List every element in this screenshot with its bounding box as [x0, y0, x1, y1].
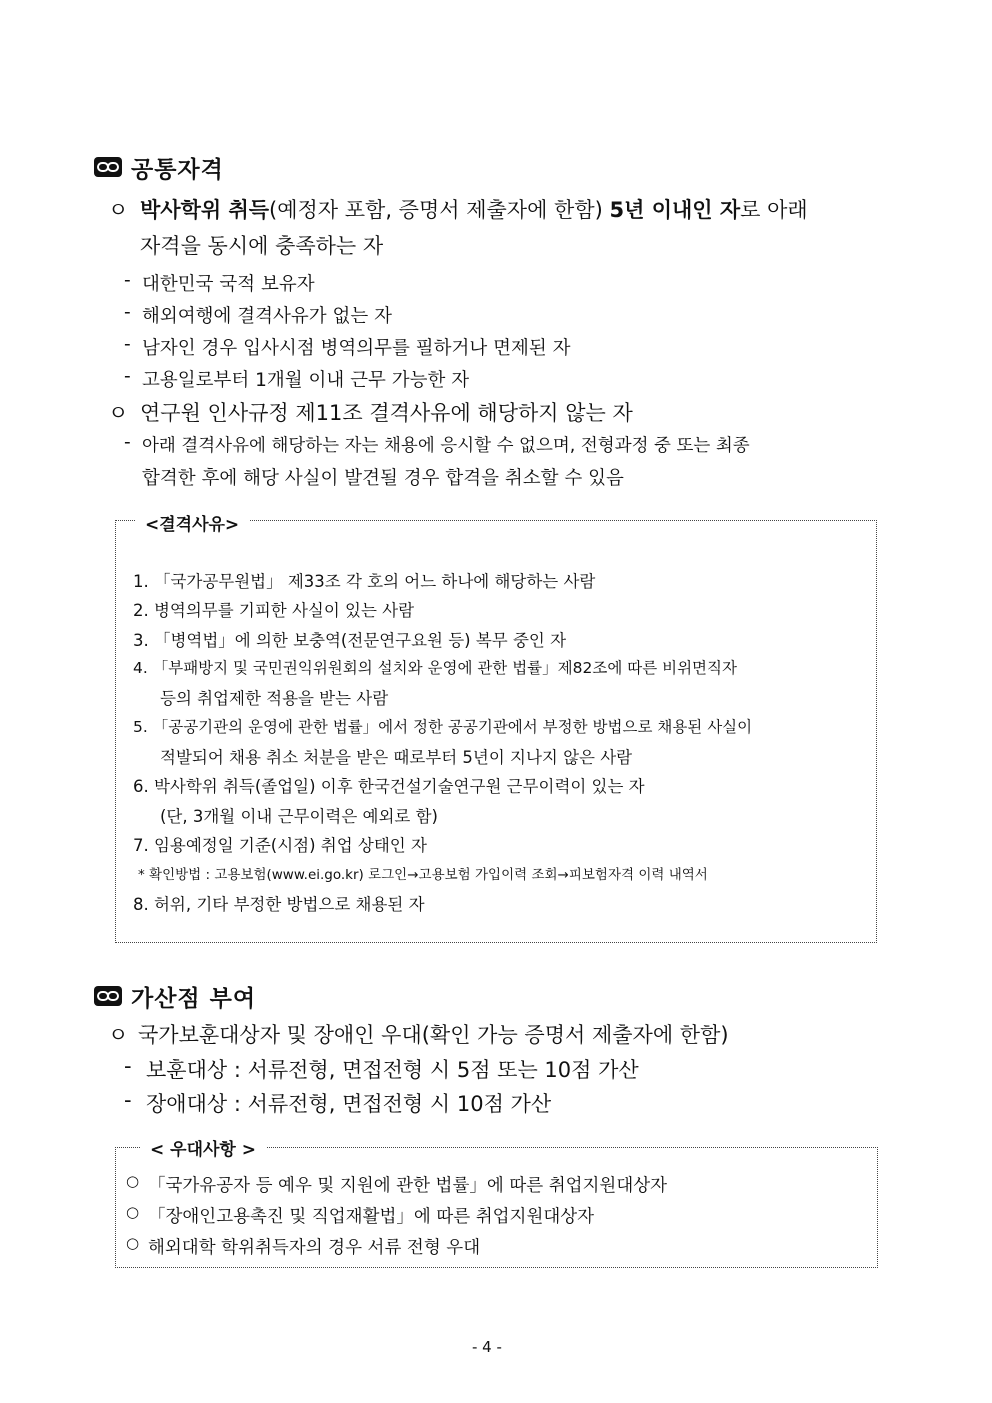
bullet-phd: [140, 194, 896, 224]
bullet-disqualify: 연구원 인사규정 제11조 결격사유에 해당하지 않는 자: [140, 401, 633, 425]
box-note: * 확인방법 : 고용보험(www.ei.go.kr) 로그인→고용보험 가입이력 조회→피보험자격 이력 내역서: [138, 867, 708, 883]
sub-disqualify-line1: 아래 결격사유에 해당하는 자는 채용에 응시할 수 없으며, 전형과정 중 또는 최종: [142, 436, 750, 456]
box-item: 2. 병역의무를 기피한 사실이 있는 사람: [133, 601, 415, 620]
bullet-mark: ㅇ: [108, 401, 129, 425]
page-number: - 4 -: [472, 1338, 502, 1356]
dash-mark: -: [124, 334, 131, 355]
dash-mark: -: [124, 302, 131, 323]
section-title-bonus: 가산점 부여: [131, 986, 257, 1012]
phd-text: (예정자 포함, 증명서 제출자에 한함): [269, 198, 610, 222]
box-item: (단, 3개월 이내 근무이력은 예외로 함): [160, 807, 438, 826]
sub-item: 보훈대상 : 서류전형, 면접전형 시 5점 또는 10점 가산: [146, 1058, 639, 1082]
dash-mark: -: [124, 1088, 132, 1112]
bullet-veterans: 국가보훈대상자 및 장애인 우대(확인 가능 증명서 제출자에 한함): [138, 1023, 729, 1047]
phd-bold: 박사학위 취득: [140, 198, 270, 222]
box-item: 1. 「국가공무원법」 제33조 각 호의 어느 하나에 해당하는 사람: [133, 572, 596, 591]
sub-item: 해외여행에 결격사유가 없는 자: [142, 306, 392, 327]
small-circle-mark: ○: [126, 1172, 140, 1190]
box-item: 해외대학 학위취득자의 경우 서류 전형 우대: [148, 1238, 481, 1258]
dash-mark: -: [124, 432, 131, 453]
box-item: 5. 「공공기관의 운영에 관한 법률」에서 정한 공공기관에서 부정한 방법으로 채용된 사실이: [133, 718, 753, 736]
phd-years-bold: 5년 이내인 자: [609, 198, 741, 222]
dash-mark: -: [124, 270, 131, 291]
box-item: 등의 취업제한 적용을 받는 사람: [160, 689, 389, 708]
box-item: 4. 「부패방지 및 국민권익위원회의 설치와 운영에 관한 법률」제82조에 따른 비위면직자: [133, 659, 737, 677]
box-item: 8. 허위, 기타 부정한 방법으로 채용된 자: [133, 895, 425, 914]
dash-mark: -: [124, 1054, 132, 1078]
link-icon: [94, 157, 122, 177]
disqualification-box-title: <결격사유>: [135, 510, 249, 535]
box-item: 「장애인고용촉진 및 직업재활법」에 따른 취업지원대상자: [148, 1207, 595, 1227]
box-item: 7. 임용예정일 기준(시점) 취업 상태인 자: [133, 836, 427, 855]
sub-item: 남자인 경우 입사시점 병역의무를 필하거나 면제된 자: [142, 338, 571, 359]
sub-item: 장애대상 : 서류전형, 면접전형 시 10점 가산: [146, 1092, 552, 1116]
small-circle-mark: ○: [126, 1234, 140, 1252]
dash-mark: -: [124, 366, 131, 387]
preference-box-title: < 우대사항 >: [140, 1135, 266, 1160]
bullet-phd-cont: 자격을 동시에 충족하는 자: [140, 234, 384, 258]
box-item: 「국가유공자 등 예우 및 지원에 관한 법률」에 따른 취업지원대상자: [148, 1176, 668, 1196]
small-circle-mark: ○: [126, 1203, 140, 1221]
sub-disqualify-line2: 합격한 후에 해당 사실이 발견될 경우 합격을 취소할 수 있음: [142, 468, 624, 489]
box-item: 3. 「병역법」에 의한 보충역(전문연구요원 등) 복무 중인 자: [133, 631, 567, 650]
bullet-mark: ㅇ: [108, 1023, 129, 1047]
box-item: 6. 박사학위 취득(졸업일) 이후 한국건설기술연구원 근무이력이 있는 자: [133, 777, 645, 796]
bullet-mark: ㅇ: [108, 198, 129, 222]
sub-item: 대한민국 국적 보유자: [142, 274, 315, 295]
phd-text-end: 로 아래: [740, 198, 808, 222]
section-title-common: 공통자격: [131, 157, 224, 183]
box-item: 적발되어 채용 취소 처분을 받은 때로부터 5년이 지나지 않은 사람: [160, 748, 633, 767]
sub-item: 고용일로부터 1개월 이내 근무 가능한 자: [142, 370, 470, 391]
link-icon: [94, 986, 122, 1006]
